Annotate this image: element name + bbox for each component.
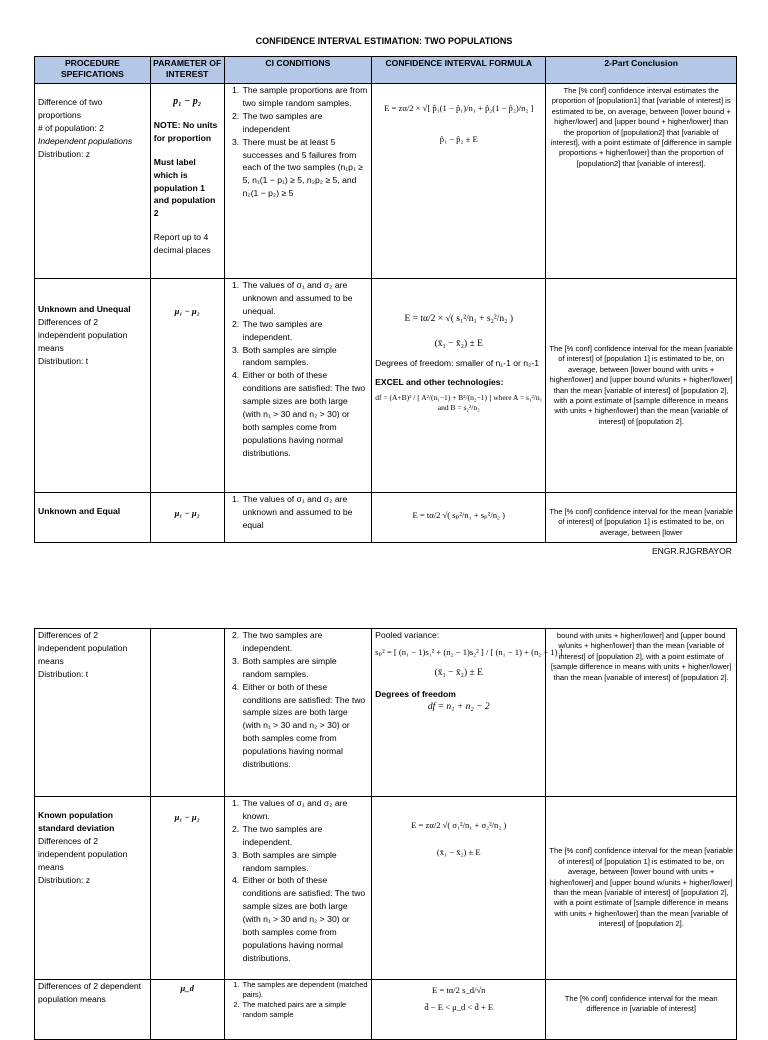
page-title: CONFIDENCE INTERVAL ESTIMATION: TWO POPULATIONS <box>255 36 513 46</box>
row-dependent-means <box>35 980 737 1040</box>
condition-item: 1. The values of σ₁ and σ₂ are known. <box>242 797 369 823</box>
row-two-proportions <box>35 84 737 279</box>
formula-cell <box>372 629 563 797</box>
formula-cell <box>372 279 546 493</box>
condition-item: 1. The values of σ₁ and σ₂ are unknown and assumed to be equal <box>242 493 369 532</box>
pooled-variance-formula: sₚ² = [ (n₁ − 1)s₁² + (n₂ − 1)s₂² ] / [ (n₁ − 1) + (n₂ − 1) ] <box>375 646 563 657</box>
interval-formula: (x̄₁ − x̄₂) ± E <box>436 846 481 857</box>
condition-item: 3. There must be at least 5 successes and 5 failures from each of the two samples (n₁p₁ ≥ 5, n₁(1 − p₁) ≥ 5, n₂p₂ ≥ 5, and n₂(1 − p₂) ≥ 5 <box>242 136 369 201</box>
degrees-of-freedom-label: Degrees of freedom <box>375 688 456 699</box>
conclusion-cell: The [% conf] confidence interval for the mean difference in [variable of interest] <box>546 980 737 1040</box>
margin-of-error-formula: E = tα/2 s_d/√n <box>432 985 486 995</box>
condition-item: 4. Either or both of these conditions are satisfied: The two sample sizes are both large (with n₁ > 30 and n₂ > 30) or both samples come from populations having normal distributions. <box>242 369 369 459</box>
condition-item: 2. The matched pairs are a simple random sample <box>242 1000 369 1020</box>
conditions-cell <box>224 279 372 493</box>
condition-item: 4. Either or both of these conditions are satisfied: The two sample sizes are both large (with n₁ > 30 and n₂ > 30) or both samples come from populations having normal distributions. <box>242 874 369 964</box>
conclusion-cell: The [% conf] confidence interval for the mean [variable of interest] of [population 1] is estimated to be, on average, between [lower bound with units + higher/lower] and [upper bound w/units + higher/lower] than the mean [variable of interest] of [population 2], with a point estimate of [sample difference in means with units + higher/lower] than the mean [variable of interest] of [population 2]. <box>546 279 737 493</box>
conditions-cell <box>224 797 372 980</box>
header-conditions: CI CONDITIONS <box>224 57 372 84</box>
conditions-cell <box>224 493 372 543</box>
excel-label: EXCEL and other technologies: <box>375 376 504 387</box>
parameter-cell <box>150 84 224 279</box>
condition-item: 1. The values of σ₁ and σ₂ are unknown and assumed to be unequal. <box>242 279 369 318</box>
conditions-cell <box>224 84 372 279</box>
condition-item: 2. The two samples are independent <box>242 110 369 136</box>
conclusion-cell: bound with units + higher/lower] and [upper bound w/units + higher/lower] than the mean [variable of interest] of [population 2], with a point estimate of [sample difference in means with units + higher/lower] than the mean [variable of interest] of [population 2]. <box>546 629 737 797</box>
pooled-variance-label: Pooled variance: <box>375 630 440 640</box>
parameter-symbol: p₁ − p₂ <box>173 96 202 107</box>
condition-item: 3. Both samples are simple random samples. <box>242 655 369 681</box>
procedure-cell <box>35 279 151 493</box>
formula-cell <box>372 980 546 1040</box>
row-known-sd <box>35 797 737 980</box>
condition-item: 3. Both samples are simple random samples. <box>242 344 369 370</box>
formula-cell <box>372 84 546 279</box>
header-parameter: PARAMETER OF INTEREST <box>150 57 224 84</box>
header-conclusion: 2-Part Conclusion <box>546 57 737 84</box>
procedure-line: Differences of 2 independent population means <box>38 316 128 353</box>
procedure-line: # of population: 2 <box>38 122 104 133</box>
procedure-title: Known population standard deviation <box>38 810 115 833</box>
formula-cell <box>372 797 546 980</box>
procedure-line: Independent populations <box>38 135 133 146</box>
parameter-symbol: μ₁ − μ₂ <box>150 797 224 980</box>
margin-of-error-formula: E = zα/2 × √[ p̂₁(1 − p̂₁)/n₁ + p̂₂(1 − p̂₂)/n₂ ] <box>384 103 534 113</box>
parameter-note: Must label which is population 1 and population 2 <box>153 156 216 219</box>
condition-item: 3. Both samples are simple random samples. <box>242 849 369 875</box>
ci-table-page-1 <box>34 56 737 543</box>
procedure-line: Differences of 2 independent population means <box>38 630 128 666</box>
condition-item: 4. Either or both of these conditions are satisfied: The two sample sizes are both large (with n₁ > 30 and n₂ > 30) or both samples come from populations having normal distributions. <box>242 681 369 771</box>
procedure-title: Unknown and Unequal <box>38 304 131 314</box>
margin-of-error-formula: E = tα/2 × √( s₁²/n₁ + s₂²/n₂ ) <box>404 314 514 324</box>
procedure-line: Distribution: z <box>38 148 91 159</box>
condition-item: 2. The two samples are independent. <box>242 823 369 849</box>
conclusion-cell: The [% conf] confidence interval for the mean [variable of interest] of [population 1] is estimated to be, on average, between [lower bound with units + higher/lower] and [upper bound w/units + higher/lower] than the mean [variable of interest] of [population 2], with a point estimate of [sample difference in means with units + higher/lower] than the mean [variable of interest] of [population 2]. <box>546 797 737 980</box>
conditions-cell <box>224 629 372 797</box>
procedure-cell <box>35 84 151 279</box>
procedure-line: Distribution: t <box>38 355 89 366</box>
procedure-line: Distribution: t <box>38 668 89 679</box>
formula-cell <box>372 493 546 543</box>
ci-table-page-2 <box>34 628 737 1040</box>
row-unknown-unequal <box>35 279 737 493</box>
condition-item: 1. The samples are dependent (matched pairs). <box>242 980 369 1000</box>
condition-item: 1. The sample proportions are from two simple random samples. <box>242 84 369 110</box>
author-footer: ENGR.RJGRBAYOR <box>651 546 732 556</box>
parameter-note: Report up to 4 decimal places <box>153 232 211 256</box>
procedure-line: Differences of 2 independent population means <box>38 835 128 872</box>
conclusion-cell: The [% conf] confidence interval for the mean [variable of interest] of [population 1] is estimated to be, on average, between [lower <box>546 493 737 543</box>
parameter-symbol: μ₁ − μ₂ <box>150 279 224 493</box>
procedure-title: Unknown and Equal <box>35 493 151 543</box>
interval-formula: (x̄₁ − x̄₂) ± E <box>434 667 483 678</box>
header-formula: CONFIDENCE INTERVAL FORMULA <box>372 57 546 84</box>
degrees-of-freedom-text: Degrees of freedom: smaller of n₁-1 or n₂-1 <box>375 357 539 368</box>
procedure-cell <box>35 629 151 797</box>
conclusion-cell: The [% conf] confidence interval estimates the proportion of [population1] that [variable of interest] is estimated to be, on average, between [lower bound + higher/lower] and [upper bound + higher/lower] than the proportion of [population2] that [variable of interest], with a point estimate of [difference in sample proportions + higher/lower] than the proportion of [population2] that [variable of interest]. <box>546 84 737 279</box>
interval-formula: d̄ − E < μ_d < d̄ + E <box>424 1001 494 1012</box>
row-unknown-equal <box>35 493 737 543</box>
parameter-symbol: μ_d <box>150 980 224 1040</box>
conditions-cell <box>224 980 372 1040</box>
margin-of-error-formula: E = zα/2 √( σ₁²/n₁ + σ₂²/n₂ ) <box>411 820 507 830</box>
degrees-of-freedom-formula: df = n₁ + n₂ − 2 <box>427 701 490 712</box>
procedure-line: Distribution: z <box>38 874 91 885</box>
procedure-cell: Differences of 2 dependent population means <box>35 980 151 1040</box>
interval-formula: p̂₁ − p̂₂ ± E <box>439 133 478 144</box>
interval-formula: (x̄₁ − x̄₂) ± E <box>434 338 483 349</box>
welch-df-formula: df = (A+B)² / [ A²/(n₁−1) + B²/(n₂−1) ] where A = s₁²/n₁ and B = s₂²/n₂ <box>375 392 543 412</box>
margin-of-error-formula: E = tα/2 √( sₚ²/n₁ + sₚ²/n₂ ) <box>412 510 506 520</box>
procedure-cell <box>35 797 151 980</box>
row-unknown-equal-continued <box>35 629 737 797</box>
condition-item: 2. The two samples are independent. <box>242 629 369 655</box>
header-procedure: PROCEDURE SPEFICATIONS <box>35 57 151 84</box>
condition-item: 2. The two samples are independent. <box>242 318 369 344</box>
header-row <box>35 57 737 84</box>
parameter-cell <box>150 629 224 797</box>
parameter-symbol: μ₁ − μ₂ <box>150 493 224 543</box>
parameter-note: NOTE: No units for proportion <box>153 119 218 143</box>
procedure-line: Difference of two proportions <box>38 97 103 120</box>
